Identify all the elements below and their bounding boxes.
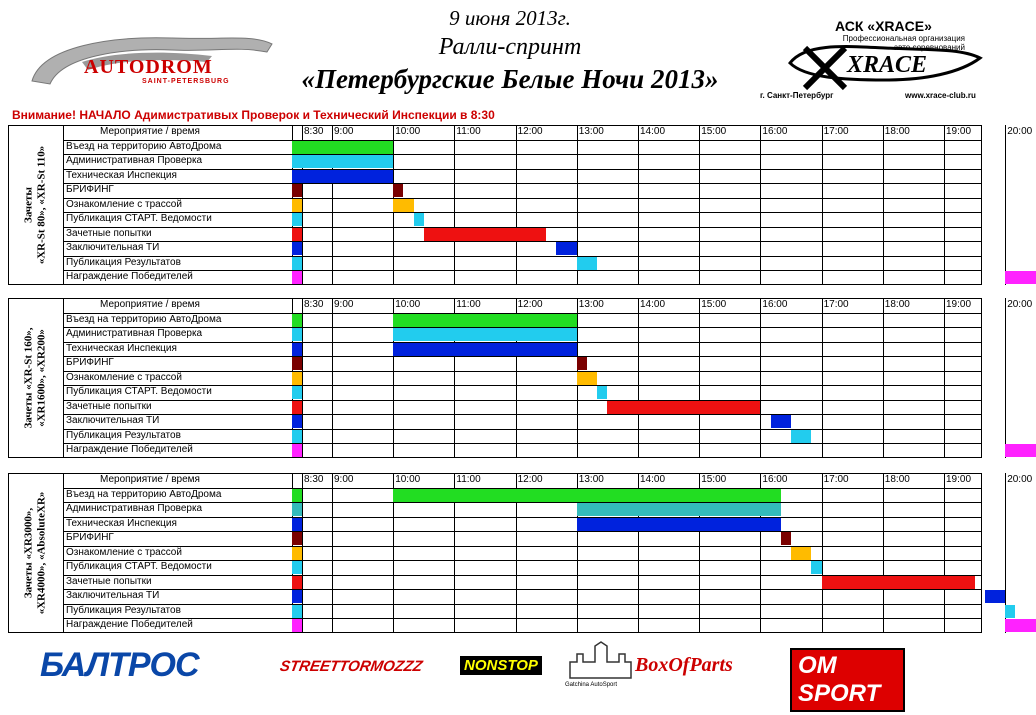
time-tick-label: 13:00 <box>578 126 604 137</box>
activity-label: Публикация СТАРТ. Ведомости <box>66 561 212 572</box>
activity-color-swatch <box>292 489 302 502</box>
schedule-bar <box>393 184 403 197</box>
activity-color-swatch <box>292 619 302 632</box>
time-tick-label: 19:00 <box>946 126 972 137</box>
schedule-bar <box>791 430 811 443</box>
schedule-bar <box>393 343 577 356</box>
time-tick-label: 12:00 <box>517 474 543 485</box>
activity-row <box>64 241 982 255</box>
activity-row <box>64 270 982 284</box>
activity-label: БРИФИНГ <box>66 532 114 543</box>
activity-color-swatch <box>292 430 302 443</box>
schedule-table-group-3 <box>8 473 1033 633</box>
group-label-line2: «XR1600», «XR200» <box>35 328 48 427</box>
time-tick-label: 18:00 <box>884 474 910 485</box>
column-header-label: Мероприятие / время <box>100 126 200 137</box>
activity-label: Ознакомление с трассой <box>66 546 182 558</box>
activity-row <box>64 429 982 443</box>
time-tick-label: 8:30 <box>304 299 324 310</box>
group-side-label <box>8 298 64 458</box>
column-header-label: Мероприятие / время <box>100 299 200 310</box>
time-tick-label: 19:00 <box>946 299 972 310</box>
activity-label: Публикация СТАРТ. Ведомости <box>66 386 212 397</box>
activity-row <box>64 227 982 241</box>
activity-row <box>64 212 982 226</box>
activity-row <box>64 371 982 385</box>
sponsor-boxofparts-text: BoxOfParts <box>635 654 733 676</box>
sponsor-gatchina-logo <box>565 640 635 696</box>
activity-label: Зачетные попытки <box>66 575 152 587</box>
time-tick-label: 15:00 <box>701 299 727 310</box>
time-tick-label: 13:00 <box>578 299 604 310</box>
sponsor-streettormozzz-logo <box>280 640 440 696</box>
activity-label: Награждение Победителей <box>66 619 193 630</box>
activity-color-swatch <box>292 532 302 545</box>
event-type: Ралли-спринт <box>438 34 582 60</box>
time-tick-label: 17:00 <box>823 474 849 485</box>
schedule-bar <box>302 141 393 154</box>
activity-color-swatch <box>292 155 302 168</box>
schedule-bar <box>424 228 546 241</box>
time-tick-label: 16:00 <box>762 474 788 485</box>
activity-label: БРИФИНГ <box>66 357 114 368</box>
activity-label: Административная Проверка <box>66 155 203 166</box>
schedule-bar <box>771 415 791 428</box>
activity-color-swatch <box>292 372 302 385</box>
activity-color-swatch <box>292 271 302 284</box>
sponsor-baltros-text: БАЛТРОС <box>40 646 199 684</box>
time-tick-label: 9:00 <box>334 474 354 485</box>
activity-label: Техническая Инспекция <box>66 342 177 354</box>
activity-label: Заключительная ТИ <box>66 242 160 253</box>
time-tick-label: 15:00 <box>701 474 727 485</box>
time-tick-label: 18:00 <box>884 126 910 137</box>
activity-label: Административная Проверка <box>66 503 203 514</box>
group-label-line1: Зачеты <box>22 186 35 223</box>
event-name: «Петербургские Белые Ночи 2013» <box>301 64 719 94</box>
activity-color-swatch <box>292 561 302 574</box>
activity-row <box>64 256 982 270</box>
time-tick-label: 11:00 <box>456 299 481 310</box>
activity-label: Заключительная ТИ <box>66 590 160 601</box>
sponsor-boxofparts-logo <box>635 640 785 696</box>
activity-row <box>64 443 982 457</box>
schedule-bar <box>1005 605 1015 618</box>
schedule-bar <box>781 532 791 545</box>
activity-label: Въезд на территорию АвтоДрома <box>66 140 222 152</box>
schedule-bar <box>985 590 1005 603</box>
page-header <box>0 0 1024 105</box>
event-date: 9 июня 2013г. <box>449 6 571 30</box>
activity-label: Зачетные попытки <box>66 400 152 412</box>
time-tick-label: 12:00 <box>517 299 543 310</box>
activity-label: Административная Проверка <box>66 328 203 339</box>
activity-label: Техническая Инспекция <box>66 517 177 529</box>
activity-color-swatch <box>292 141 302 154</box>
activity-label: Въезд на территорию АвтоДрома <box>66 313 222 325</box>
activity-label: Заключительная ТИ <box>66 415 160 426</box>
activity-label: Ознакомление с трассой <box>66 371 182 383</box>
sponsor-nonstop-text: NONSTOP <box>460 656 542 675</box>
schedule-bar <box>577 357 587 370</box>
table-header-row <box>64 125 1033 139</box>
sponsor-omsport-logo <box>790 640 905 707</box>
schedule-bar <box>577 518 781 531</box>
activity-row <box>64 169 982 183</box>
activity-row <box>64 327 982 341</box>
activity-color-swatch <box>292 444 302 457</box>
group-label-line2: «XR4000», «AbsoluteXR» <box>35 491 48 615</box>
schedule-bar <box>597 386 607 399</box>
time-tick-label: 12:00 <box>517 126 543 137</box>
group-label-line2: «XR-St 80», «XR-St 110» <box>35 145 48 265</box>
time-tick-label: 14:00 <box>640 126 666 137</box>
activity-row <box>64 356 982 370</box>
time-tick-label: 11:00 <box>456 126 481 137</box>
activity-row <box>64 575 982 589</box>
schedule-bar <box>811 561 821 574</box>
gatchina-castle-icon <box>565 640 635 680</box>
activity-row <box>64 140 982 154</box>
activity-color-swatch <box>292 213 302 226</box>
table-header-row <box>64 473 1033 487</box>
table-header-row <box>64 298 1033 312</box>
sponsor-streettormozzz-text: STREETTORMOZZZ <box>278 658 424 675</box>
schedule-bar <box>577 257 597 270</box>
schedule-bar <box>302 170 393 183</box>
time-tick-label: 10:00 <box>395 474 421 485</box>
autodrom-logo <box>22 26 282 96</box>
activity-color-swatch <box>292 328 302 341</box>
activity-row <box>64 198 982 212</box>
activity-label: Награждение Победителей <box>66 271 193 282</box>
column-header-label: Мероприятие / время <box>100 474 200 485</box>
activity-row <box>64 488 982 502</box>
xrace-sub-line2: авто соревнований <box>893 43 965 52</box>
activity-label: Въезд на территорию АвтоДрома <box>66 488 222 500</box>
time-tick-label: 13:00 <box>578 474 604 485</box>
activity-color-swatch <box>292 199 302 212</box>
group-side-label <box>8 473 64 633</box>
activity-row <box>64 618 982 632</box>
activity-color-swatch <box>292 518 302 531</box>
activity-row <box>64 400 982 414</box>
schedule-bar <box>393 199 413 212</box>
autodrom-logo-text: AUTODROM <box>84 56 213 78</box>
schedule-bar <box>1005 271 1036 284</box>
schedule-table-group-1 <box>8 125 1033 285</box>
sponsor-baltros-logo <box>40 640 220 696</box>
activity-label: БРИФИНГ <box>66 184 114 195</box>
xrace-logo <box>785 18 985 100</box>
activity-color-swatch <box>292 242 302 255</box>
schedule-bar <box>577 372 597 385</box>
activity-label: Публикация СТАРТ. Ведомости <box>66 213 212 224</box>
activity-row <box>64 560 982 574</box>
time-tick-label: 14:00 <box>640 299 666 310</box>
schedule-bar <box>791 547 811 560</box>
time-tick-label: 8:30 <box>304 126 324 137</box>
notice-banner: Внимание! НАЧАЛО Адимистративых Проверок и Технический Инспекции в 8:30 <box>12 108 495 122</box>
activity-row <box>64 589 982 603</box>
activity-color-swatch <box>292 343 302 356</box>
activity-color-swatch <box>292 386 302 399</box>
activity-label: Зачетные попытки <box>66 227 152 239</box>
time-tick-label: 8:30 <box>304 474 324 485</box>
activity-row <box>64 183 982 197</box>
time-tick-label: 17:00 <box>823 126 849 137</box>
time-tick-label: 10:00 <box>395 299 421 310</box>
activity-color-swatch <box>292 576 302 589</box>
activity-label: Награждение Победителей <box>66 444 193 455</box>
time-tick-label: 16:00 <box>762 126 788 137</box>
time-tick-label: 10:00 <box>395 126 421 137</box>
activity-row <box>64 502 982 516</box>
activity-row <box>64 154 982 168</box>
time-tick-label: 9:00 <box>334 126 354 137</box>
activity-color-swatch <box>292 605 302 618</box>
schedule-bar <box>414 213 424 226</box>
activity-color-swatch <box>292 184 302 197</box>
activity-label: Публикация Результатов <box>66 429 181 441</box>
activity-color-swatch <box>292 228 302 241</box>
activity-row <box>64 313 982 327</box>
schedule-bar <box>577 503 781 516</box>
time-tick-label: 20:00 <box>1007 474 1033 485</box>
schedule-bar <box>393 328 577 341</box>
activity-color-swatch <box>292 314 302 327</box>
autodrom-logo-sub: SAINT-PETERSBURG <box>142 78 230 85</box>
activity-color-swatch <box>292 415 302 428</box>
sponsor-nonstop-logo <box>460 640 555 696</box>
activity-row <box>64 385 982 399</box>
activity-color-swatch <box>292 170 302 183</box>
activity-color-swatch <box>292 547 302 560</box>
xrace-site: www.xrace-club.ru <box>905 91 976 100</box>
time-tick-label: 20:00 <box>1007 299 1033 310</box>
activity-row <box>64 342 982 356</box>
schedule-bar <box>302 155 393 168</box>
group-label-line1: Зачеты «XR3000», <box>22 507 35 598</box>
schedule-bar <box>1005 619 1036 632</box>
schedule-bar <box>393 314 577 327</box>
activity-label: Публикация Результатов <box>66 604 181 616</box>
activity-color-swatch <box>292 503 302 516</box>
activity-label: Ознакомление с трассой <box>66 198 182 210</box>
schedule-bar <box>1005 444 1036 457</box>
xrace-logo-text: XRACE <box>847 52 928 78</box>
activity-color-swatch <box>292 357 302 370</box>
schedule-bar <box>607 401 760 414</box>
group-side-label <box>8 125 64 285</box>
time-tick-label: 18:00 <box>884 299 910 310</box>
time-tick-label: 17:00 <box>823 299 849 310</box>
activity-color-swatch <box>292 401 302 414</box>
time-tick-label: 19:00 <box>946 474 972 485</box>
activity-color-swatch <box>292 590 302 603</box>
activity-label: Техническая Инспекция <box>66 169 177 181</box>
time-tick-label: 14:00 <box>640 474 666 485</box>
activity-row <box>64 414 982 428</box>
activity-row <box>64 517 982 531</box>
group-label-line1: Зачеты «XR-St 160», <box>22 327 35 429</box>
sponsor-gatchina-text: Gatchina AutoSport <box>565 682 618 688</box>
time-tick-label: 9:00 <box>334 299 354 310</box>
schedule-bar <box>393 489 781 502</box>
grid-col-line <box>1005 125 1006 285</box>
time-tick-label: 20:00 <box>1007 126 1033 137</box>
schedule-bar <box>556 242 576 255</box>
time-tick-label: 11:00 <box>456 474 481 485</box>
sponsor-omsport-text: OM SPORT <box>790 648 905 712</box>
activity-color-swatch <box>292 257 302 270</box>
activity-label: Публикация Результатов <box>66 256 181 268</box>
schedule-table-group-2 <box>8 298 1033 458</box>
xrace-org: АСК «XRACE» <box>835 18 932 34</box>
grid-col-line <box>1005 298 1006 458</box>
activity-row <box>64 531 982 545</box>
xrace-sub-line1: Профессиональная организация <box>842 34 965 43</box>
schedule-bar <box>822 576 975 589</box>
activity-row <box>64 546 982 560</box>
time-tick-label: 16:00 <box>762 299 788 310</box>
time-tick-label: 15:00 <box>701 126 727 137</box>
xrace-city: г. Санкт-Петербург <box>760 91 834 100</box>
activity-row <box>64 604 982 618</box>
